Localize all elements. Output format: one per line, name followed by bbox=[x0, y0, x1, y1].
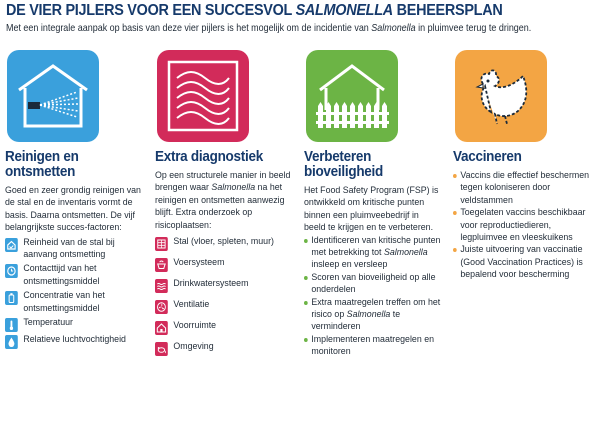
pillar-vaccination bbox=[451, 50, 597, 282]
pillar-body bbox=[304, 185, 442, 359]
fan-icon bbox=[155, 300, 168, 314]
factor-item: Concentratie van het ontsmettingsmiddel bbox=[5, 290, 143, 315]
pillar-biosecurity bbox=[302, 50, 448, 359]
bullet-list bbox=[453, 170, 591, 282]
pillar-heading: Vaccineren bbox=[453, 148, 522, 165]
pillar-intro: Goed en zeer grondig reinigen van de stal en de inventaris vormt de basis. Daarna ontsmetten. De vijf belangrijkste succes-factoren: bbox=[5, 185, 141, 234]
pillar-intro: Het Food Safety Program (FSP) is ontwikkeld om kritische punten binnen een pluimveebedrijf in beeld te krijgen en te verbeteren. bbox=[304, 185, 439, 234]
rodent-icon bbox=[155, 342, 168, 356]
list-item: Identificeren van kritische punten met betrekking tot Salmonella insleep en versleep bbox=[304, 235, 442, 272]
house-fence-icon bbox=[306, 50, 398, 142]
pillar-body bbox=[155, 170, 293, 356]
pillar-body bbox=[5, 185, 143, 349]
clock-icon bbox=[5, 264, 18, 278]
thermometer-icon bbox=[5, 318, 18, 332]
page-title: DE VIER PIJLERS VOOR EEN SUCCESVOL SALMONELLA BEHEERSPLAN bbox=[6, 2, 503, 19]
factor-item: Temperatuur bbox=[5, 317, 143, 332]
factor-item: Reinheid van de stal bij aanvang ontsmetting bbox=[5, 237, 143, 262]
pillar-body bbox=[453, 170, 591, 282]
risk-place-item: Drinkwatersysteem bbox=[155, 278, 293, 293]
pillar-heading: Verbeteren bioveiligheid bbox=[304, 148, 384, 180]
page-subtitle: Met een integrale aanpak op basis van deze vier pijlers is het mogelijk om de incidentie van Salmonella in pluimvee terug te dringen. bbox=[6, 23, 532, 34]
anteroom-icon bbox=[155, 321, 168, 335]
wall-icon bbox=[155, 237, 168, 251]
pillar-intro: Op een structurele manier in beeld brengen waar Salmonella na het reinigen en ontsmetten aanwezig blijft. Extra onderzoek op risicoplaatsen: bbox=[155, 170, 291, 231]
factor-item: Relatieve luchtvochtigheid bbox=[5, 334, 143, 349]
pillar-heading: Extra diagnostiek bbox=[155, 148, 263, 165]
list-item: Scoren van bioveiligheid op alle onderdelen bbox=[304, 272, 442, 297]
pillar-diagnostics bbox=[153, 50, 299, 356]
bullet-list bbox=[304, 235, 442, 359]
factor-item: Contacttijd van het ontsmettingsmiddel bbox=[5, 263, 143, 288]
risk-place-item: Omgeving bbox=[155, 341, 293, 356]
list-item: Implementeren maatregelen en monitoren bbox=[304, 334, 442, 359]
water-icon bbox=[155, 279, 168, 293]
list-item: Extra maatregelen treffen om het risico op Salmonella te verminderen bbox=[304, 297, 442, 334]
risk-place-item: Voorruimte bbox=[155, 320, 293, 335]
list-item: Vaccins die effectief beschermen tegen koloniseren door veldstammen bbox=[453, 170, 591, 207]
list-item: Toegelaten vaccins beschikbaar voor reproductiedieren, legpluimvee en vleeskuikens bbox=[453, 207, 591, 244]
bottle-icon bbox=[5, 291, 18, 305]
risk-place-item: Stal (vloer, spleten, muur) bbox=[155, 236, 293, 251]
droplet-icon bbox=[5, 335, 18, 349]
risk-place-item: Voersysteem bbox=[155, 257, 293, 272]
pillar-heading: Reinigen en ontsmetten bbox=[5, 148, 79, 180]
feed-icon bbox=[155, 258, 168, 272]
coil-icon bbox=[157, 50, 249, 142]
risk-place-item: Ventilatie bbox=[155, 299, 293, 314]
list-item: Juiste uitvoering van vaccinatie (Good Vaccination Practices) is bepalend voor bescherming bbox=[453, 244, 591, 281]
chicken-icon bbox=[455, 50, 547, 142]
pillar-cleaning bbox=[3, 50, 149, 349]
house-spray-icon bbox=[7, 50, 99, 142]
house-check-icon bbox=[5, 238, 18, 252]
